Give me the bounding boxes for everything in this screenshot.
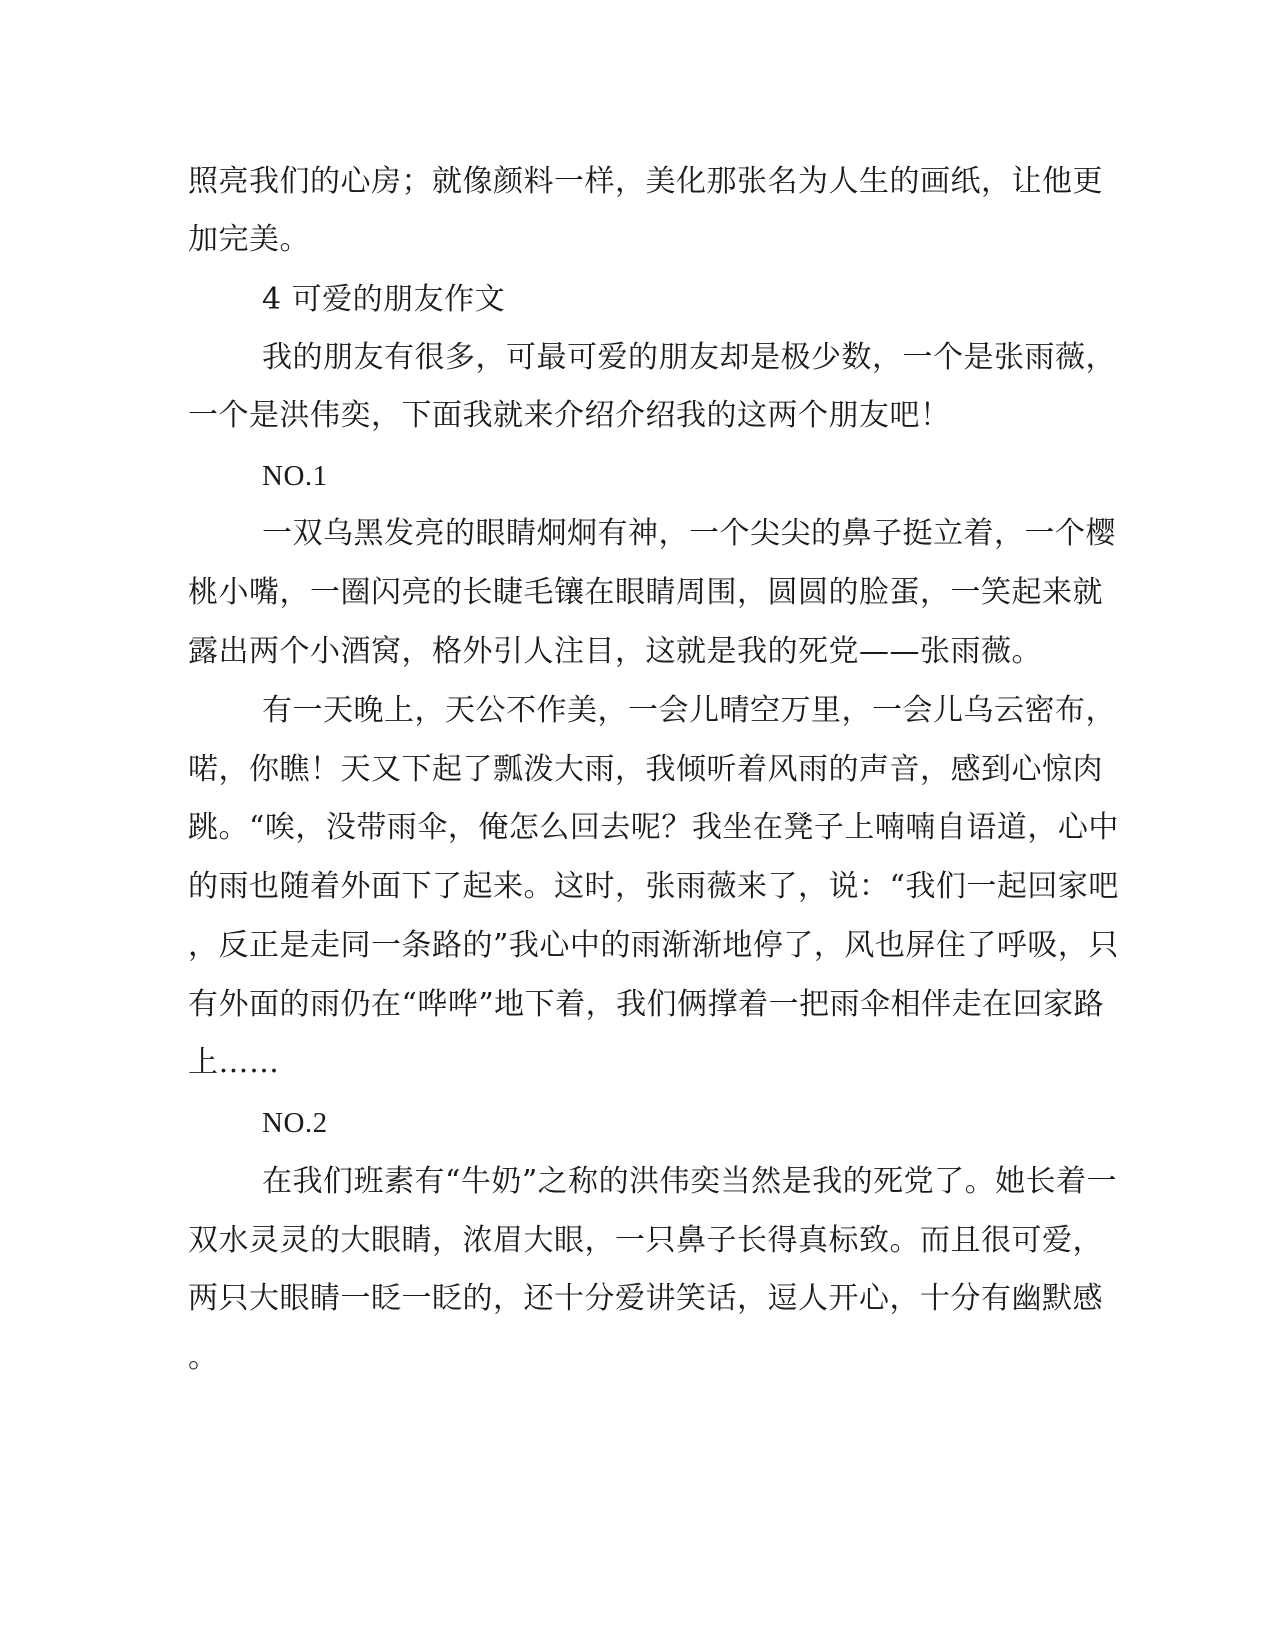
text-line: 我的朋友有很多，可最可爱的朋友却是极少数，一个是张雨薇， xyxy=(262,340,1116,375)
text-line: 照亮我们的心房；就像颜料一样，美化那张名为人生的画纸，让他更 xyxy=(188,164,1103,199)
text-line: 一个是洪伟奕，下面我就来介绍介绍我的这两个朋友吧！ xyxy=(188,398,951,433)
text-line: 一双乌黑发亮的眼睛炯炯有神，一个尖尖的鼻子挺立着，一个樱 xyxy=(262,516,1116,551)
text-line: 有一天晚上，天公不作美，一会儿晴空万里，一会儿乌云密布， xyxy=(262,693,1116,728)
text-line: 露出两个小酒窝，格外引人注目，这就是我的死党——张雨薇。 xyxy=(188,634,1042,669)
text-line: 跳。“唉，没带雨伞，俺怎么回去呢？我坐在凳子上喃喃自语道，心中 xyxy=(188,810,1119,845)
text-line: 有外面的雨仍在“哗哗”地下着，我们俩撑着一把雨伞相伴走在回家路 xyxy=(188,987,1105,1022)
text-line: 双水灵灵的大眼睛，浓眉大眼，一只鼻子长得真标致。而且很可爱， xyxy=(188,1223,1103,1258)
text-line: 在我们班素有“牛奶”之称的洪伟奕当然是我的死党了。她长着一 xyxy=(262,1164,1118,1199)
text-line: 两只大眼睛一眨一眨的，还十分爱讲笑话，逗人开心，十分有幽默感 xyxy=(188,1281,1103,1316)
subheading-no1: NO.1 xyxy=(262,460,328,492)
text-line: 桃小嘴，一圈闪亮的长睫毛镶在眼睛周围，圆圆的脸蛋，一笑起来就 xyxy=(188,575,1103,610)
text-line: 喏，你瞧！天又下起了瓢泼大雨，我倾听着风雨的声音，感到心惊肉 xyxy=(188,752,1103,787)
section-heading: 4 可爱的朋友作文 xyxy=(262,282,506,317)
text-line: 。 xyxy=(188,1340,219,1375)
text-line: 上…… xyxy=(188,1045,280,1080)
text-line: 加完美。 xyxy=(188,222,310,257)
text-line: 的雨也随着外面下了起来。这时，张雨薇来了，说：“我们一起回家吧 xyxy=(188,869,1119,904)
subheading-no2: NO.2 xyxy=(262,1107,328,1139)
text-line: ，反正是走同一条路的”我心中的雨渐渐地停了，风也屏住了呼吸，只 xyxy=(188,928,1119,963)
